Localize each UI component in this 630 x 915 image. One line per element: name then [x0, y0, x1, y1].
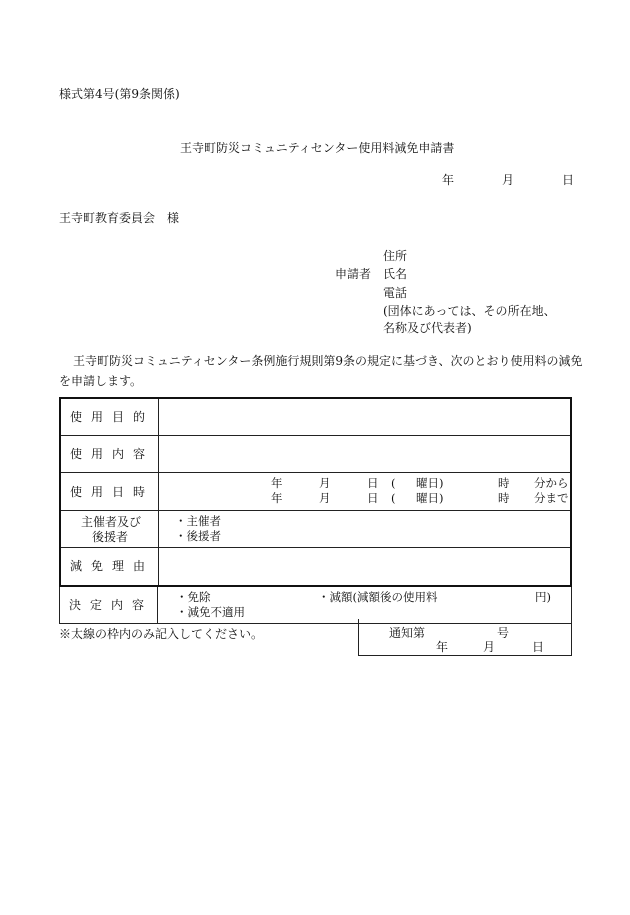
content-field[interactable]	[159, 436, 570, 472]
dt-to-day: 日	[367, 491, 379, 505]
decision-label: 決定内容	[69, 598, 154, 612]
application-table	[59, 397, 572, 624]
dt-from-year: 年	[271, 476, 283, 490]
content-row	[61, 436, 570, 473]
purpose-label: 使用目的	[70, 410, 155, 424]
body-text-line2: を申請します。	[59, 374, 143, 388]
notice-number-suffix: 号	[497, 626, 510, 640]
notice-year: 年	[436, 640, 449, 654]
dt-to-weekday: 曜日)	[416, 491, 444, 505]
organizer-row	[61, 511, 570, 548]
not-applicable-option: ・減免不適用	[176, 605, 245, 619]
purpose-row	[61, 399, 570, 436]
dt-from-minute: 分から	[534, 476, 569, 490]
dt-from-day: 日	[367, 476, 379, 490]
notice-label: 通知第	[389, 626, 426, 640]
document-title: 王寺町防災コミュニティセンター使用料減免申請書	[180, 141, 455, 155]
dt-to-month: 月	[319, 491, 331, 505]
content-label: 使用内容	[70, 447, 155, 461]
form-number: 様式第4号(第9条関係)	[59, 87, 180, 101]
dt-to-year: 年	[271, 491, 283, 505]
notice-month: 月	[483, 640, 496, 654]
datetime-row	[61, 473, 570, 511]
footnote: ※太線の枠内のみ記入してください。	[59, 627, 264, 641]
reason-label: 減免理由	[70, 559, 155, 573]
applicant-address-label: 住所	[383, 249, 408, 263]
applicant-note-line2: 名称及び代表者)	[383, 321, 472, 335]
datetime-label: 使用日時	[70, 485, 155, 499]
reduction-option: ・減額(減額後の使用料	[318, 590, 438, 604]
date-day-label: 日	[562, 173, 575, 187]
purpose-field[interactable]	[159, 399, 570, 435]
addressee: 王寺町教育委員会 様	[59, 211, 180, 225]
sponsor-item: ・後援者	[175, 529, 221, 543]
notice-day: 日	[532, 640, 545, 654]
dt-to-hour: 時	[498, 491, 510, 505]
dt-from-hour: 時	[498, 476, 510, 490]
applicant-role-label: 申請者	[335, 267, 372, 281]
dt-to-paren: (	[391, 491, 396, 505]
applicant-name-label: 氏名	[383, 267, 408, 281]
thick-bordered-area	[59, 397, 572, 587]
dt-from-paren: (	[391, 476, 396, 490]
notice-box	[358, 619, 572, 656]
reason-row	[61, 548, 570, 585]
organizer-label-line1: 主催者及び	[81, 515, 142, 529]
reduction-unit: 円)	[535, 590, 551, 604]
dt-from-month: 月	[319, 476, 331, 490]
dt-to-minute: 分まで	[534, 491, 569, 505]
organizer-field[interactable]	[159, 511, 570, 547]
date-month-label: 月	[502, 173, 515, 187]
applicant-phone-label: 電話	[383, 286, 408, 300]
datetime-field[interactable]	[159, 473, 570, 510]
date-year-label: 年	[442, 173, 455, 187]
dt-from-weekday: 曜日)	[416, 476, 444, 490]
organizer-label-line2: 後援者	[92, 530, 129, 544]
reason-field[interactable]	[159, 548, 570, 585]
organizer-item: ・主催者	[175, 514, 221, 528]
body-text-line1: 王寺町防災コミュニティセンター条例施行規則第9条の規定に基づき、次のとおり使用料の減免	[73, 354, 583, 368]
applicant-note-line1: (団体にあっては、その所在地、	[383, 304, 556, 318]
exemption-option: ・免除	[176, 590, 211, 604]
